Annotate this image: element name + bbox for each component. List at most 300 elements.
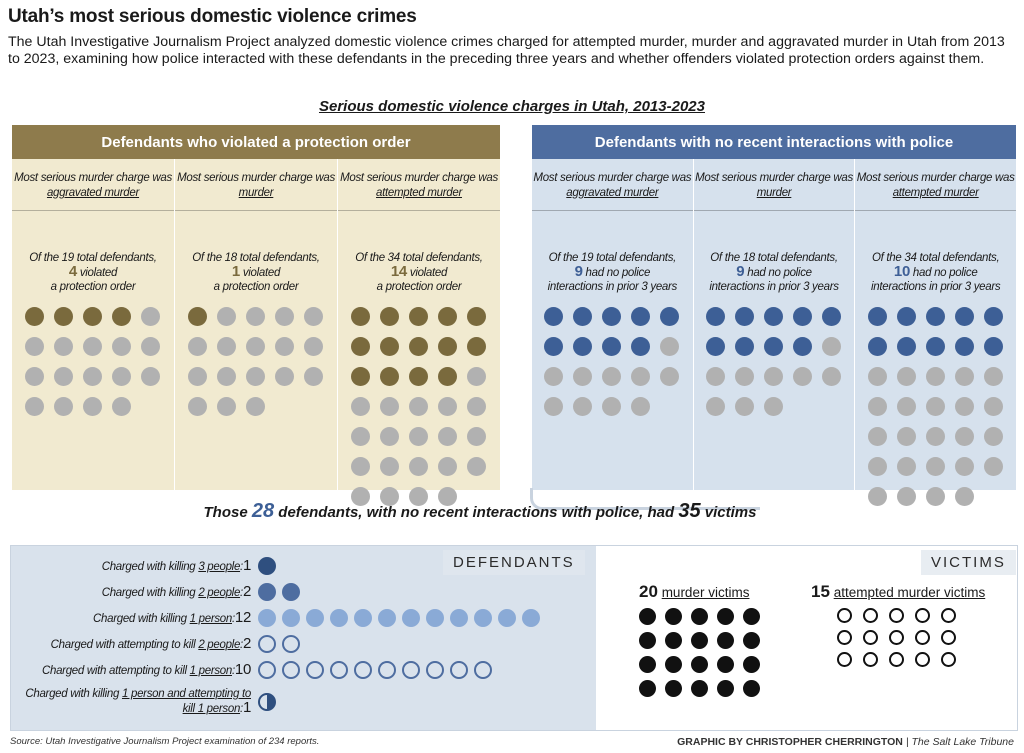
defendant-dot <box>467 457 486 476</box>
highlighted-defendant-dot <box>351 307 370 326</box>
desc-post2: a protection order <box>213 281 299 293</box>
credit-author: GRAPHIC BY CHRISTOPHER CHERRINGTON <box>677 736 903 748</box>
row-label-pre: Charged with killing <box>25 688 122 700</box>
defendant-dot <box>984 397 1003 416</box>
defendant-mark <box>378 661 396 679</box>
defendant-dot <box>868 427 887 446</box>
summary-post: victims <box>704 504 757 521</box>
defendant-dot <box>351 427 370 446</box>
murder-victim-dot <box>665 680 682 697</box>
defendant-dot <box>380 397 399 416</box>
defendant-dot <box>83 337 102 356</box>
defendant-row-3 <box>11 634 300 654</box>
highlighted-defendant-dot <box>868 337 887 356</box>
highlighted-defendant-dot <box>380 307 399 326</box>
protection-order-header: Defendants who violated a protection order <box>12 125 500 159</box>
row-dots <box>258 693 276 711</box>
row-label <box>11 660 251 678</box>
defendant-dot <box>926 397 945 416</box>
defendant-dot <box>602 367 621 386</box>
defendant-dot <box>217 337 236 356</box>
defendant-mark <box>498 609 516 627</box>
defendant-dot <box>438 397 457 416</box>
highlighted-defendant-dot <box>25 307 44 326</box>
column-2 <box>855 159 1016 490</box>
murder-victim-dot <box>639 656 656 673</box>
summary-pre: Those <box>203 504 248 521</box>
defendant-dot <box>54 397 73 416</box>
no-police-panel <box>532 125 1016 490</box>
defendant-dot <box>735 397 754 416</box>
charge-name: aggravated murder <box>566 187 659 199</box>
defendant-dot <box>54 337 73 356</box>
row-dots <box>258 557 276 575</box>
defendant-mark <box>402 661 420 679</box>
desc-count: 1 <box>231 263 240 280</box>
row-label-post: : <box>232 664 235 677</box>
defendant-mark <box>426 609 444 627</box>
row-label-post: : <box>240 560 243 573</box>
graphic-title: Utah’s most serious domestic violence crimes <box>8 6 417 27</box>
defendant-dot <box>631 397 650 416</box>
highlighted-defendant-dot <box>573 337 592 356</box>
defendant-dot <box>304 307 323 326</box>
charge-label <box>694 167 855 211</box>
defendant-dot <box>246 337 265 356</box>
highlighted-defendant-dot <box>631 337 650 356</box>
desc-post2: interactions in prior 3 years <box>870 281 1001 293</box>
defendant-dots <box>700 307 849 416</box>
highlighted-defendant-dot <box>544 337 563 356</box>
highlighted-defendant-dot <box>868 307 887 326</box>
highlighted-defendant-dot <box>351 337 370 356</box>
defendant-dot <box>25 397 44 416</box>
source-note: Source: Utah Investigative Journalism Project examination of 234 reports. <box>10 736 320 747</box>
defendant-dot <box>141 307 160 326</box>
column-0 <box>532 159 694 490</box>
defendant-dot <box>868 457 887 476</box>
column-description <box>175 251 337 294</box>
highlighted-defendant-dot <box>544 307 563 326</box>
charge-prefix: Most serious murder charge was <box>340 172 498 184</box>
row-label-target: 2 people <box>198 638 241 651</box>
murder-victim-dot <box>639 608 656 625</box>
highlighted-defendant-dot <box>602 337 621 356</box>
desc-pre: Of the 19 total defendants, <box>548 252 677 264</box>
defendant-dot <box>217 307 236 326</box>
highlighted-defendant-dot <box>897 307 916 326</box>
murder-victim-dot <box>691 656 708 673</box>
defendant-dot <box>926 457 945 476</box>
desc-pre: Of the 19 total defendants, <box>29 252 157 264</box>
murder-victim-dot <box>691 632 708 649</box>
charge-prefix: Most serious murder charge was <box>177 172 335 184</box>
row-label <box>11 556 251 574</box>
defendant-row-1 <box>11 582 300 602</box>
defendant-mark <box>330 661 348 679</box>
desc-count: 4 <box>68 263 77 280</box>
highlighted-defendant-dot <box>631 307 650 326</box>
defendant-dot <box>897 367 916 386</box>
highlighted-defendant-dot <box>660 307 679 326</box>
defendant-dot <box>467 367 486 386</box>
defendant-dot <box>544 397 563 416</box>
attempted-victim-ring <box>837 630 852 645</box>
defendant-dot <box>188 337 207 356</box>
defendant-dot <box>706 397 725 416</box>
defendant-dot <box>275 367 294 386</box>
murder-victim-dot <box>665 608 682 625</box>
defendant-dot <box>246 397 265 416</box>
highlighted-defendant-dot <box>380 367 399 386</box>
highlighted-defendant-dot <box>706 337 725 356</box>
desc-post2: a protection order <box>50 281 136 293</box>
charge-label <box>12 167 174 211</box>
attempted-victims-dots <box>837 608 960 667</box>
attempted-victim-ring <box>915 608 930 623</box>
defendant-mark <box>378 609 396 627</box>
defendant-dot <box>112 337 131 356</box>
defendant-dot <box>897 427 916 446</box>
highlighted-defendant-dot <box>409 307 428 326</box>
highlighted-defendant-dot <box>467 337 486 356</box>
credit-publisher: | The Salt Lake Tribune <box>905 736 1014 748</box>
defendant-dot <box>822 337 841 356</box>
row-dots <box>258 609 540 627</box>
defendant-dot <box>926 367 945 386</box>
defendant-mark <box>306 609 324 627</box>
intro-text: The Utah Investigative Journalism Project analyzed domestic violence crimes charged for attempted murder, murder and aggravated murder in Utah from 2013 to 2023, examining how police interacted with these defendants in the preceding three years and whether offenders violated protection orders against them. <box>8 34 1005 67</box>
row-label-pre: Charged with killing <box>101 560 199 573</box>
defendant-dot <box>25 367 44 386</box>
highlighted-defendant-dot <box>380 337 399 356</box>
defendant-mark <box>306 661 324 679</box>
defendant-dot <box>409 397 428 416</box>
highlighted-defendant-dot <box>438 367 457 386</box>
column-1 <box>694 159 856 490</box>
murder-victim-dot <box>743 608 760 625</box>
column-description <box>532 251 693 294</box>
defendant-dot <box>955 427 974 446</box>
defendant-dots <box>18 307 168 416</box>
desc-post1: had no police <box>585 267 651 279</box>
defendant-mark <box>450 661 468 679</box>
attempted-victim-ring <box>837 652 852 667</box>
highlighted-defendant-dot <box>735 307 754 326</box>
desc-count: 9 <box>736 263 745 280</box>
highlighted-defendant-dot <box>706 307 725 326</box>
row-label-pre: Charged with killing <box>93 612 190 625</box>
charge-prefix: Most serious murder charge was <box>533 172 692 184</box>
defendant-row-0 <box>11 556 276 576</box>
desc-count: 10 <box>893 263 910 280</box>
summary-victims-count: 35 <box>678 500 701 522</box>
defendant-dot <box>275 337 294 356</box>
desc-post1: violated <box>242 267 281 279</box>
defendant-mark <box>282 583 300 601</box>
defendant-mark <box>474 609 492 627</box>
graphic-credit <box>677 736 1014 748</box>
charge-label <box>175 167 337 211</box>
defendant-dot <box>217 397 236 416</box>
highlighted-defendant-dot <box>926 307 945 326</box>
defendant-dot <box>409 427 428 446</box>
defendant-dot <box>955 397 974 416</box>
defendant-dot <box>246 307 265 326</box>
defendant-dot <box>83 367 102 386</box>
charge-name: attempted murder <box>376 187 462 199</box>
row-label <box>11 582 251 600</box>
highlighted-defendant-dot <box>112 307 131 326</box>
highlighted-defendant-dot <box>573 307 592 326</box>
defendant-dot <box>380 427 399 446</box>
highlighted-defendant-dot <box>438 337 457 356</box>
defendant-dots <box>181 307 331 416</box>
protection-order-columns <box>12 159 500 490</box>
victims-tag: VICTIMS <box>921 550 1016 575</box>
defendants-tag: DEFENDANTS <box>443 550 585 575</box>
murder-victim-dot <box>691 680 708 697</box>
highlighted-defendant-dot <box>955 307 974 326</box>
defendant-dot <box>822 367 841 386</box>
row-label-target: 1 person <box>189 612 232 625</box>
attempted-victim-ring <box>941 630 956 645</box>
defendant-mark <box>522 609 540 627</box>
murder-victim-dot <box>665 656 682 673</box>
desc-post1: had no police <box>912 267 978 279</box>
murder-victim-dot <box>691 608 708 625</box>
desc-post1: violated <box>409 267 448 279</box>
defendant-dot <box>868 367 887 386</box>
defendant-dot <box>304 367 323 386</box>
column-description <box>855 251 1016 294</box>
highlighted-defendant-dot <box>764 337 783 356</box>
defendant-mark <box>258 635 276 653</box>
defendant-dot <box>380 457 399 476</box>
murder-victim-dot <box>665 632 682 649</box>
murder-victims-heading <box>639 582 749 602</box>
row-label-target: 3 people <box>198 560 241 573</box>
murder-victims-dots <box>639 608 762 697</box>
charge-prefix: Most serious murder charge was <box>856 172 1015 184</box>
defendant-row-5 <box>11 688 276 716</box>
defendant-dot <box>631 367 650 386</box>
charge-prefix: Most serious murder charge was <box>695 172 853 184</box>
defendant-dot <box>984 367 1003 386</box>
row-count: 2 <box>242 582 251 600</box>
desc-pre: Of the 18 total defendants, <box>710 252 838 264</box>
highlighted-defendant-dot <box>793 337 812 356</box>
murder-victim-dot <box>743 656 760 673</box>
highlighted-defendant-dot <box>54 307 73 326</box>
murder-victim-dot <box>717 656 734 673</box>
highlighted-defendant-dot <box>735 337 754 356</box>
defendant-mark <box>258 583 276 601</box>
defendant-mark <box>354 661 372 679</box>
row-dots <box>258 583 300 601</box>
defendant-dot <box>955 367 974 386</box>
column-1 <box>175 159 338 490</box>
defendant-mark <box>282 635 300 653</box>
attempted-victims-count: 15 <box>811 582 830 601</box>
defendant-mark <box>450 609 468 627</box>
highlighted-defendant-dot <box>83 307 102 326</box>
defendant-dot <box>54 367 73 386</box>
charge-label <box>338 167 500 211</box>
defendant-dot <box>764 367 783 386</box>
murder-victim-dot <box>743 680 760 697</box>
defendant-mark <box>258 661 276 679</box>
highlighted-defendant-dot <box>897 337 916 356</box>
desc-post1: violated <box>79 267 118 279</box>
row-dots <box>258 635 300 653</box>
murder-victim-dot <box>717 680 734 697</box>
defendant-dot <box>409 457 428 476</box>
summary-defendants-count: 28 <box>251 500 275 522</box>
defendant-dot <box>188 367 207 386</box>
charge-label <box>532 167 693 211</box>
defendant-dot <box>573 397 592 416</box>
charge-name: aggravated murder <box>46 187 140 199</box>
desc-pre: Of the 34 total defendants, <box>871 252 1000 264</box>
desc-post2: a protection order <box>376 281 462 293</box>
attempted-victim-ring <box>889 652 904 667</box>
highlighted-defendant-dot <box>438 307 457 326</box>
defendant-dot <box>438 427 457 446</box>
defendant-dot <box>706 367 725 386</box>
defendant-dot <box>984 427 1003 446</box>
column-description <box>338 251 500 294</box>
charge-label <box>855 167 1016 211</box>
defendant-dot <box>246 367 265 386</box>
murder-victim-dot <box>639 632 656 649</box>
defendant-dot <box>275 307 294 326</box>
highlighted-defendant-dot <box>764 307 783 326</box>
row-label-target: 1 person and attempting to kill 1 person <box>121 688 251 715</box>
murder-victim-dot <box>717 632 734 649</box>
highlighted-defendant-dot <box>409 337 428 356</box>
murder-victim-dot <box>717 608 734 625</box>
row-label-pre: Charged with killing <box>101 586 199 599</box>
charge-prefix: Most serious murder charge was <box>14 172 172 184</box>
highlighted-defendant-dot <box>926 337 945 356</box>
defendant-row-4 <box>11 660 492 680</box>
defendant-dot <box>188 397 207 416</box>
highlighted-defendant-dot <box>188 307 207 326</box>
row-label-pre: Charged with attempting to kill <box>50 638 199 651</box>
no-police-columns <box>532 159 1016 490</box>
defendant-mark <box>258 609 276 627</box>
desc-count: 14 <box>390 263 407 280</box>
protection-order-panel <box>12 125 500 490</box>
attempted-victim-ring <box>863 608 878 623</box>
attempted-victim-ring <box>889 608 904 623</box>
defendant-mark <box>426 661 444 679</box>
column-0 <box>12 159 175 490</box>
defendant-dots <box>538 307 687 416</box>
highlighted-defendant-dot <box>984 307 1003 326</box>
row-count: 12 <box>234 608 251 626</box>
defendant-dot <box>573 367 592 386</box>
defendant-dot <box>793 367 812 386</box>
desc-pre: Of the 18 total defendants, <box>192 252 320 264</box>
row-label-post: : <box>232 612 235 625</box>
defendant-dot <box>984 457 1003 476</box>
defendant-dot <box>141 367 160 386</box>
defendant-dot <box>438 457 457 476</box>
row-label-post: : <box>240 586 243 599</box>
defendant-dots <box>344 307 494 506</box>
charge-name: murder <box>238 187 274 199</box>
defendant-dot <box>955 457 974 476</box>
defendant-dot <box>351 457 370 476</box>
defendant-dot <box>25 337 44 356</box>
row-label <box>11 688 251 716</box>
attempted-victim-ring <box>863 630 878 645</box>
defendant-mark <box>354 609 372 627</box>
summary-line <box>0 500 960 523</box>
desc-post1: had no police <box>747 267 812 279</box>
defendant-mark <box>474 661 492 679</box>
attempted-victim-ring <box>941 652 956 667</box>
attempted-victim-ring <box>837 608 852 623</box>
defendant-dot <box>735 367 754 386</box>
row-count: 1 <box>242 699 251 716</box>
murder-victim-dot <box>639 680 656 697</box>
column-2 <box>338 159 500 490</box>
defendant-dot <box>868 397 887 416</box>
row-label <box>11 634 251 652</box>
highlighted-defendant-dot <box>409 367 428 386</box>
row-label <box>11 608 251 626</box>
attempted-victim-ring <box>915 652 930 667</box>
desc-post2: interactions in prior 3 years <box>547 281 678 293</box>
column-description <box>12 251 174 294</box>
row-dots <box>258 661 492 679</box>
breakdown-section <box>10 545 1018 731</box>
murder-victim-dot <box>743 632 760 649</box>
defendant-mark <box>282 609 300 627</box>
murder-victims-count: 20 <box>639 582 658 601</box>
column-description <box>694 251 855 294</box>
highlighted-defendant-dot <box>822 307 841 326</box>
row-label-post: : <box>240 703 243 715</box>
defendant-dot <box>897 397 916 416</box>
row-label-post: : <box>240 638 243 651</box>
defendant-dot <box>926 427 945 446</box>
defendant-dot <box>544 367 563 386</box>
highlighted-defendant-dot <box>793 307 812 326</box>
defendant-dot <box>217 367 236 386</box>
row-count: 1 <box>242 556 251 574</box>
attempted-victims-label: attempted murder victims <box>833 585 986 600</box>
chart-subtitle: Serious domestic violence charges in Utah, 2013-2023 <box>318 98 705 115</box>
defendant-dot <box>83 397 102 416</box>
defendant-dot <box>467 397 486 416</box>
defendant-dot <box>897 457 916 476</box>
defendant-mark <box>258 557 276 575</box>
defendant-dot <box>660 337 679 356</box>
defendant-dot <box>764 397 783 416</box>
attempted-victim-ring <box>863 652 878 667</box>
summary-mid: defendants, with no recent interactions with police, had <box>278 504 675 521</box>
defendant-dot <box>112 367 131 386</box>
defendant-dot <box>602 397 621 416</box>
defendant-mark <box>282 661 300 679</box>
charge-name: attempted murder <box>892 187 979 199</box>
defendant-mark <box>402 609 420 627</box>
row-label-target: 2 people <box>198 586 241 599</box>
